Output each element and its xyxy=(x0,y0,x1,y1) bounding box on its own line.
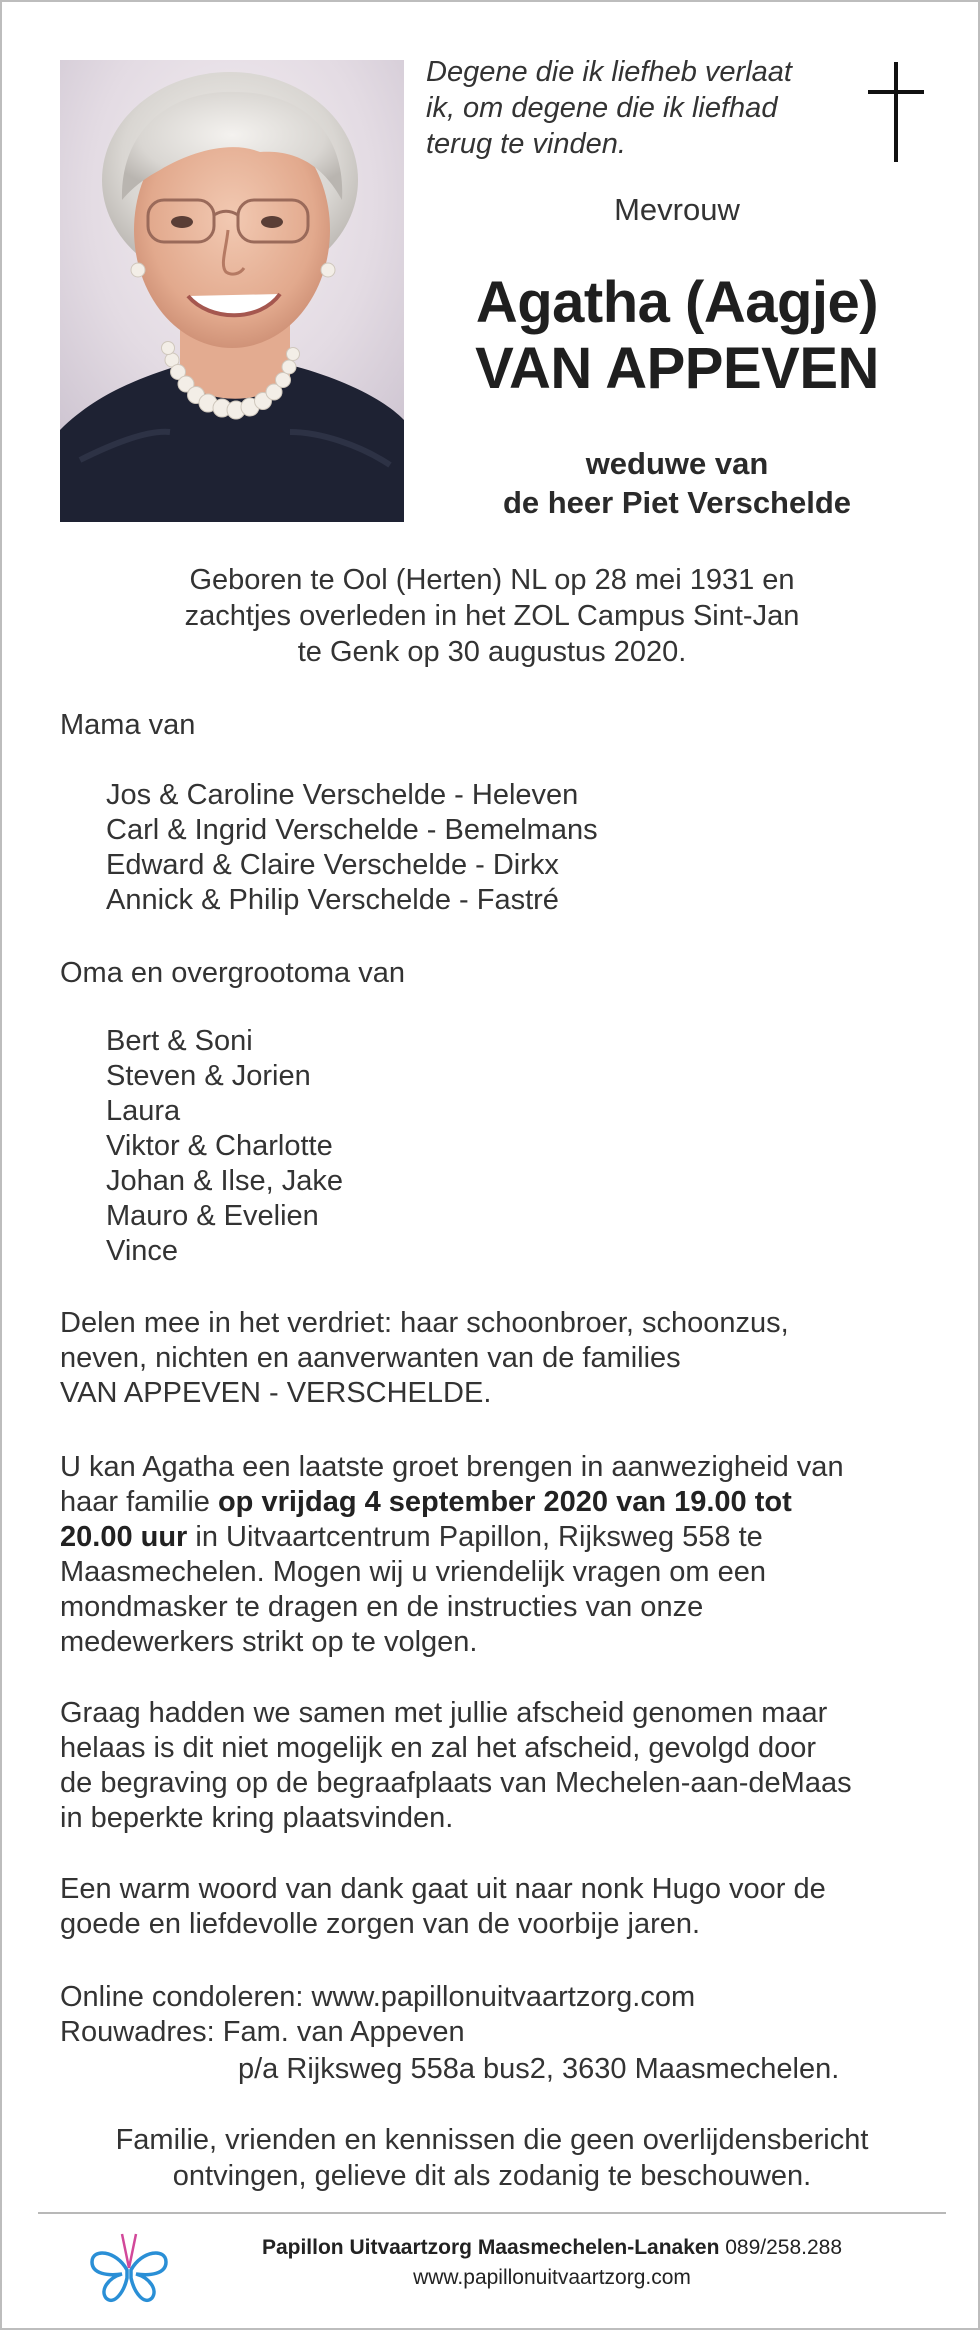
paragraph-line: VAN APPEVEN - VERSCHELDE. xyxy=(60,1377,492,1409)
oma-heading: Oma en overgrootoma van xyxy=(60,957,405,989)
paragraph-line: de begraving op de begraafplaats van Mechelen-aan-deMaas xyxy=(60,1767,852,1799)
born-line: Geboren te Ool (Herten) NL op 28 mei 1931 en xyxy=(189,564,795,596)
paragraph-line: neven, nichten en aanverwanten van de families xyxy=(60,1342,681,1374)
mourning-address-line2: p/a Rijksweg 558a bus2, 3630 Maasmechelen. xyxy=(238,2053,840,2085)
cross-icon xyxy=(868,62,924,162)
paragraph-line: mondmasker te dragen en de instructies van onze xyxy=(60,1591,704,1623)
grandchild-entry: Johan & Ilse, Jake xyxy=(106,1165,343,1197)
title-mevrouw: Mevrouw xyxy=(614,192,740,227)
paragraph-line: in beperkte kring plaatsvinden. xyxy=(60,1802,454,1834)
born-line: zachtjes overleden in het ZOL Campus Sint-Jan xyxy=(184,600,800,632)
paragraph-line: helaas is dit niet mogelijk en zal het afscheid, gevolgd door xyxy=(60,1732,817,1764)
visit-time-bold: 20.00 uur xyxy=(60,1521,188,1553)
child-entry: Edward & Claire Verschelde - Dirkx xyxy=(106,849,559,881)
paragraph-line: medewerkers strikt op te volgen. xyxy=(60,1626,478,1658)
grandchild-entry: Viktor & Charlotte xyxy=(106,1130,333,1162)
paragraph-line xyxy=(60,1485,844,1520)
grandchild-entry: Laura xyxy=(106,1095,181,1127)
grandchild-entry: Steven & Jorien xyxy=(106,1060,311,1092)
name-line: Agatha (Aagje) xyxy=(475,270,879,335)
birth-death-info xyxy=(60,562,924,670)
footer-website: www.papillonuitvaartzorg.com xyxy=(413,2266,691,2289)
notice-line: ontvingen, gelieve dit als zodanig te beschouwen. xyxy=(172,2160,812,2192)
children-list xyxy=(106,778,598,918)
paragraph-line xyxy=(60,1520,844,1555)
deceased-name xyxy=(427,270,927,402)
widow-line: de heer Piet Verschelde xyxy=(502,485,852,520)
name-line: VAN APPEVEN xyxy=(475,336,879,401)
child-entry: Jos & Caroline Verschelde - Heleven xyxy=(106,779,579,811)
quote-line: terug te vinden. xyxy=(426,128,626,160)
paragraph-line: Een warm woord van dank gaat uit naar nonk Hugo voor de xyxy=(60,1873,826,1905)
quote-line: ik, om degene die ik liefhad xyxy=(426,92,778,124)
grandchild-entry: Mauro & Evelien xyxy=(106,1200,319,1232)
visit-date-bold: op vrijdag 4 september 2020 van 19.00 tot xyxy=(217,1486,792,1518)
company-phone: 089/258.288 xyxy=(719,2236,843,2259)
butterfly-logo-icon xyxy=(86,2230,172,2306)
condolences-line: Online condoleren: www.papillonuitvaartzorg.com xyxy=(60,1981,696,2013)
paragraph-line: Maasmechelen. Mogen wij u vriendelijk vragen om een xyxy=(60,1556,767,1588)
text-span: in Uitvaartcentrum Papillon, Rijksweg 558 te xyxy=(187,1521,763,1553)
paragraph-line: Delen mee in het verdriet: haar schoonbroer, schoonzus, xyxy=(60,1307,789,1339)
footer-company-line xyxy=(182,2234,922,2262)
thanks-paragraph xyxy=(60,1872,826,1942)
footer-divider xyxy=(38,2212,946,2214)
mourning-address: Rouwadres: Fam. van Appeven xyxy=(60,2016,465,2048)
burial-paragraph xyxy=(60,1696,852,1836)
widow-of xyxy=(427,444,927,522)
paragraph-line: Graag hadden we samen met jullie afscheid genomen maar xyxy=(60,1697,828,1729)
portrait-photo xyxy=(60,60,404,522)
text-span: haar familie xyxy=(60,1486,218,1518)
online-condolences xyxy=(60,1980,695,2050)
child-entry: Annick & Philip Verschelde - Fastré xyxy=(106,884,559,916)
company-name: Papillon Uitvaartzorg Maasmechelen-Lanaken xyxy=(261,2236,720,2259)
born-line: te Genk op 30 augustus 2020. xyxy=(297,636,687,668)
child-entry: Carl & Ingrid Verschelde - Bemelmans xyxy=(106,814,598,846)
grandchildren-list xyxy=(106,1024,343,1269)
notice-line: Familie, vrienden en kennissen die geen overlijdensbericht xyxy=(115,2124,869,2156)
mama-heading: Mama van xyxy=(60,709,196,741)
grandchild-entry: Vince xyxy=(106,1235,179,1267)
quote-line: Degene die ik liefheb verlaat xyxy=(426,56,792,88)
grandchild-entry: Bert & Soni xyxy=(106,1025,253,1057)
memorial-quote xyxy=(426,54,846,162)
paragraph-line: goede en liefdevolle zorgen van de voorbije jaren. xyxy=(60,1908,701,1940)
sharing-grief-paragraph xyxy=(60,1306,789,1411)
paragraph-line: U kan Agatha een laatste groet brengen in aanwezigheid van xyxy=(60,1451,844,1483)
widow-line: weduwe van xyxy=(585,446,769,481)
farewell-visit-paragraph xyxy=(60,1450,844,1660)
family-notice xyxy=(60,2122,924,2194)
portrait-illustration xyxy=(60,60,404,522)
